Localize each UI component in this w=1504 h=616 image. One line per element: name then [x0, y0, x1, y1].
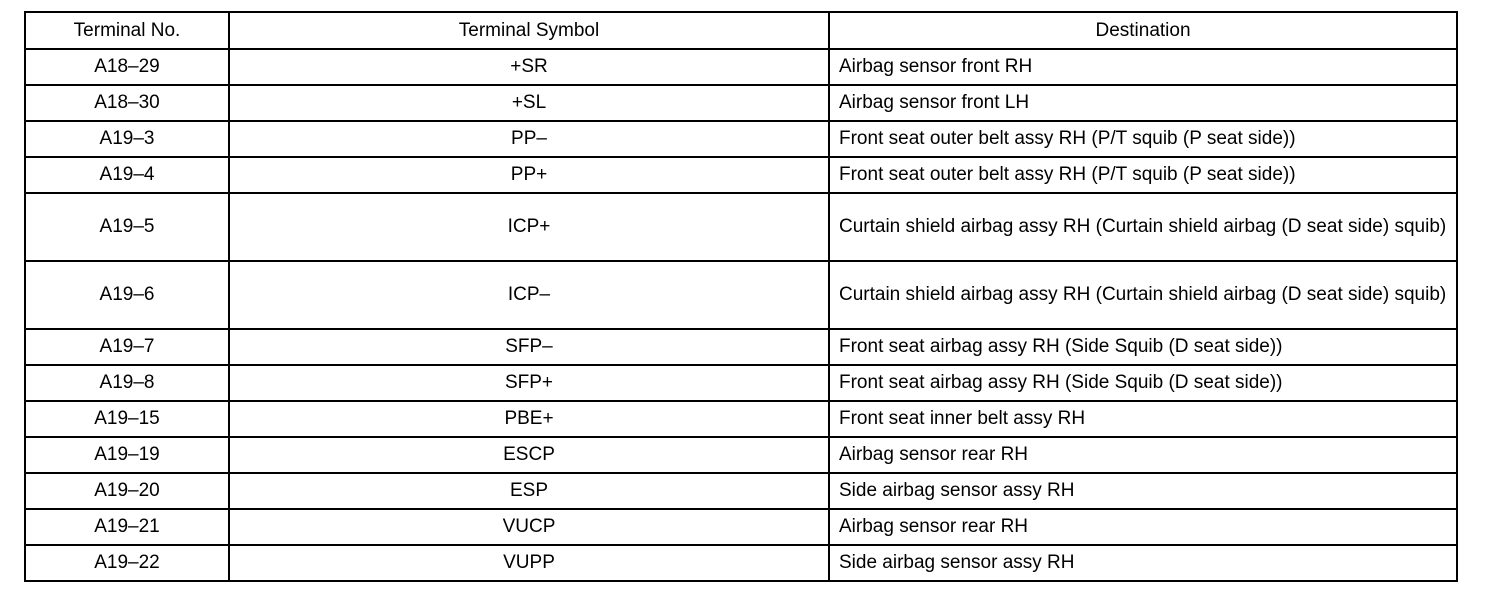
table-row	[25, 85, 1457, 121]
terminal-symbol-cell: ESCP	[229, 437, 829, 473]
terminal-symbol-cell: SFP+	[229, 365, 829, 401]
destination-cell: Side airbag sensor assy RH	[829, 545, 1457, 581]
terminal-no-cell: A19–22	[25, 545, 229, 581]
terminal-no-cell: A19–6	[25, 261, 229, 329]
terminal-symbol-cell: SFP–	[229, 329, 829, 365]
terminal-symbol-cell: +SL	[229, 85, 829, 121]
terminal-no-cell: A19–19	[25, 437, 229, 473]
table-row	[25, 49, 1457, 85]
table-row	[25, 365, 1457, 401]
terminal-symbol-cell: PBE+	[229, 401, 829, 437]
table-row	[25, 329, 1457, 365]
terminal-no-cell: A19–15	[25, 401, 229, 437]
terminal-symbol-cell: VUCP	[229, 509, 829, 545]
table-row	[25, 437, 1457, 473]
terminal-no-cell: A19–4	[25, 157, 229, 193]
header-terminal-symbol: Terminal Symbol	[229, 12, 829, 49]
table-row	[25, 157, 1457, 193]
terminal-no-cell: A19–20	[25, 473, 229, 509]
terminal-no-cell: A18–30	[25, 85, 229, 121]
header-terminal-no: Terminal No.	[25, 12, 229, 49]
terminal-symbol-cell: +SR	[229, 49, 829, 85]
table-row	[25, 401, 1457, 437]
destination-cell: Airbag sensor rear RH	[829, 509, 1457, 545]
terminal-no-cell: A19–8	[25, 365, 229, 401]
table-row	[25, 193, 1457, 261]
terminal-no-cell: A18–29	[25, 49, 229, 85]
table-row	[25, 473, 1457, 509]
terminal-table	[24, 11, 1458, 582]
terminal-symbol-cell: PP+	[229, 157, 829, 193]
terminal-symbol-cell: VUPP	[229, 545, 829, 581]
terminal-no-cell: A19–3	[25, 121, 229, 157]
terminal-symbol-cell: ICP–	[229, 261, 829, 329]
destination-cell: Side airbag sensor assy RH	[829, 473, 1457, 509]
destination-cell: Front seat airbag assy RH (Side Squib (D seat side))	[829, 365, 1457, 401]
table-row	[25, 509, 1457, 545]
terminal-symbol-cell: ICP+	[229, 193, 829, 261]
table-row	[25, 121, 1457, 157]
destination-cell: Front seat outer belt assy RH (P/T squib (P seat side))	[829, 121, 1457, 157]
terminal-no-cell: A19–5	[25, 193, 229, 261]
table-header-row	[25, 12, 1457, 49]
destination-cell: Airbag sensor front RH	[829, 49, 1457, 85]
destination-cell: Curtain shield airbag assy RH (Curtain shield airbag (D seat side) squib)	[829, 193, 1457, 261]
destination-cell: Front seat inner belt assy RH	[829, 401, 1457, 437]
table-row	[25, 545, 1457, 581]
terminal-symbol-cell: PP–	[229, 121, 829, 157]
terminal-symbol-cell: ESP	[229, 473, 829, 509]
table-row	[25, 261, 1457, 329]
destination-cell: Front seat outer belt assy RH (P/T squib (P seat side))	[829, 157, 1457, 193]
destination-cell: Curtain shield airbag assy RH (Curtain shield airbag (D seat side) squib)	[829, 261, 1457, 329]
terminal-no-cell: A19–7	[25, 329, 229, 365]
destination-cell: Front seat airbag assy RH (Side Squib (D seat side))	[829, 329, 1457, 365]
destination-cell: Airbag sensor rear RH	[829, 437, 1457, 473]
header-destination: Destination	[829, 12, 1457, 49]
destination-cell: Airbag sensor front LH	[829, 85, 1457, 121]
terminal-no-cell: A19–21	[25, 509, 229, 545]
